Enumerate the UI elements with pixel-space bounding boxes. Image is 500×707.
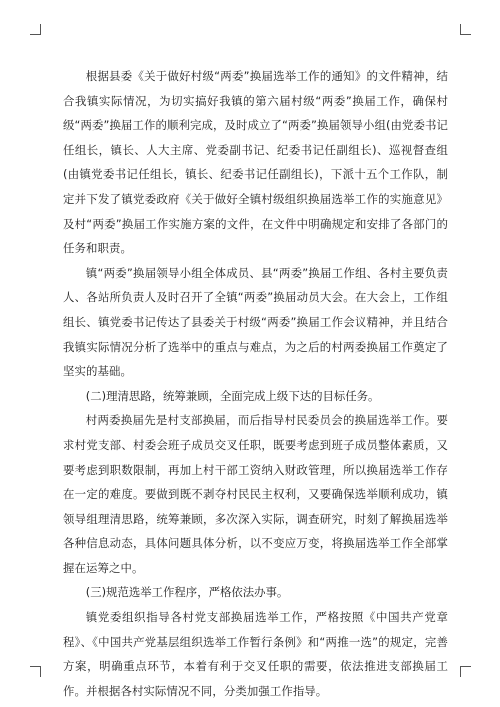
paragraph-mobilization-meeting: 镇“两委”换届领导小组全体成员、县“两委”换届工作组、各村主要负责人、各站所负责人及时召开了全镇“两委”换届动员大会。在大会上，工作组组长、镇党委书记传达了县委关于村级“两委”换届工作会议精神，并且结合我镇实际情况分析了选举中的重点与难点，为之后的村两委换届工作奠定了坚实的基础。 (63, 265, 448, 379)
crop-mark-bottom-right (460, 666, 471, 677)
paragraph-procedure: 镇党委组织指导各村党支部换届选举工作，严格按照《中国共产党章程》、《中国共产党基层组织选举工作暂行条例》和“两推一选”的规定，完善方案，明确重点环节，本着有利于交叉任职的需要，依法推进支部换届工作。并根据各村实际情况不同，分类加强工作指导。 (63, 610, 448, 698)
section-heading-3: (三)规范选举工作程序，严格依法办事。 (85, 585, 289, 600)
section-heading-2: (二)理清思路，统筹兼顾，全面完成上级下达的目标任务。 (85, 388, 380, 403)
crop-mark-bottom-left (30, 666, 41, 677)
document-body (63, 64, 448, 703)
crop-mark-top-right (460, 24, 471, 35)
crop-mark-top-left (30, 24, 41, 35)
paragraph-leadership-setup: 根据县委《关于做好村级“两委”换届选举工作的通知》的文件精神，结合我镇实际情况，为切实搞好我镇的第六届村级“两委”换届工作，确保村级“两委”换届工作的顺利完成，及时成立了“两委”换届领导小组(由党委书记任组长，镇长、人大主席、党委副书记、纪委书记任副组长)、巡视督查组(由镇党委书记任组长，镇长、纪委书记任副组长)，下派十五个工作队，制定并下发了镇党委政府《关于做好全镇村级组织换届选举工作的实施意见》及村“两委”换届工作实施方案的文件，在文件中明确规定和安排了各部门的任务和职责。 (63, 69, 448, 256)
paragraph-election-approach: 村两委换届先是村支部换届，而后指导村民委员会的换届选举工作。要求村党支部、村委会班子成员交叉任职，既要考虑到班子成员整体素质，又要考虑到职数限制，再加上村干部工资纳入财政管理，所以换届选举工作存在一定的难度。要做到既不剥夺村民民主权利，又要确保选举顺利成功，镇领导组理清思路，统筹兼顾，多次深入实际，调查研究，时刻了解换届选举各种信息动态，具体问题具体分析，以不变应万变，将换届选举工作全部掌握在运筹之中。 (63, 413, 448, 575)
